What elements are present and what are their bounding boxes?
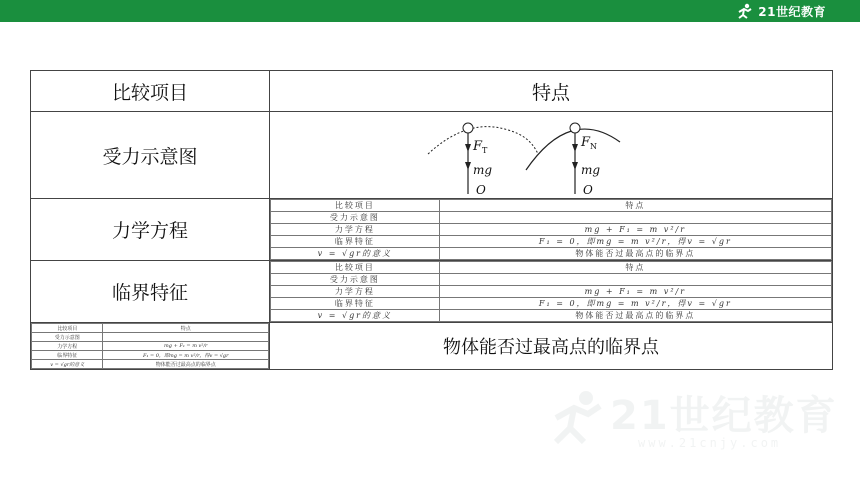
mini-cell: 力学方程 xyxy=(271,224,440,236)
normal-arrow-icon xyxy=(572,144,578,152)
mini-cell: 比较项目 xyxy=(32,324,103,333)
mini-cell: 物体能否过最高点的临界点 xyxy=(439,310,831,322)
mini-cell: 力学方程 xyxy=(271,286,440,298)
table-row xyxy=(31,323,833,370)
table-header-row xyxy=(31,71,833,112)
mini-cell: 受力示意图 xyxy=(271,212,440,224)
mini-cell: mg + F₁ = m v²/r xyxy=(439,224,831,236)
weight-label-right: mg xyxy=(581,163,601,177)
watermark xyxy=(548,384,848,454)
top-bar xyxy=(0,0,860,22)
table-row xyxy=(31,112,833,199)
mini-cell xyxy=(439,212,831,224)
mini-cell: mg + F₁ = m v²/r xyxy=(439,286,831,298)
mini-cell: v = √gr的意义 xyxy=(271,248,440,260)
mini-cell: v = √gr的意义 xyxy=(32,360,103,369)
gravity-arrow-right-icon xyxy=(572,162,578,170)
tension-label: $F_T$ xyxy=(473,139,488,155)
row-label-equation: 力学方程 xyxy=(31,199,270,261)
mini-cell: 物体能否过最高点的临界点 xyxy=(103,360,269,369)
weight-label-left: mg xyxy=(473,163,493,177)
mini-cell: 特点 xyxy=(439,262,831,274)
mini-table-critical xyxy=(270,261,832,322)
equation-cell xyxy=(270,199,833,261)
row-label-critical: 临界特征 xyxy=(31,261,270,323)
watermark-text: 21世纪教育 xyxy=(610,393,838,439)
brand-logo-text: 21世纪教育 xyxy=(758,4,826,19)
header-item: 比较项目 xyxy=(31,71,270,112)
row-label-force-diagram: 受力示意图 xyxy=(31,112,270,199)
ball-left xyxy=(463,123,473,133)
critical-cell xyxy=(270,261,833,323)
mini-cell: F₁ = 0，即mg = m v²/r，得v = √gr xyxy=(103,351,269,360)
top-accent-line xyxy=(0,22,860,26)
watermark-runner-icon xyxy=(548,388,608,448)
tension-arrow-icon xyxy=(465,144,471,152)
mini-cell: mg + F₁ = m v²/r xyxy=(103,342,269,351)
mini-cell: F₁ = 0，即mg = m v²/r，得v = √gr xyxy=(439,236,831,248)
mini-cell xyxy=(439,274,831,286)
watermark-url: www.21cnjy.com xyxy=(638,436,782,450)
table-row xyxy=(31,261,833,323)
mini-cell: 受力示意图 xyxy=(271,274,440,286)
brand-logo xyxy=(736,2,826,20)
mini-cell: 特点 xyxy=(103,324,269,333)
mini-cell: 临界特征 xyxy=(271,236,440,248)
mini-cell: 临界特征 xyxy=(271,298,440,310)
comparison-table xyxy=(30,70,833,370)
mini-cell: 力学方程 xyxy=(32,342,103,351)
mini-cell: 特点 xyxy=(439,200,831,212)
ball-right xyxy=(570,123,580,133)
gravity-arrow-left-icon xyxy=(465,162,471,170)
table-row xyxy=(31,199,833,261)
mini-table-meaning xyxy=(31,323,269,369)
mini-cell: 比较项目 xyxy=(271,262,440,274)
mini-table-equation xyxy=(270,199,832,260)
center-label-left: O xyxy=(476,183,486,194)
center-label-right: O xyxy=(583,183,593,194)
mini-cell: F₁ = 0，即mg = m v²/r，得v = √gr xyxy=(439,298,831,310)
runner-icon xyxy=(736,3,754,19)
mini-cell: 比较项目 xyxy=(271,200,440,212)
normal-force-label: $F_N$ xyxy=(581,135,598,151)
force-diagram xyxy=(270,112,832,194)
mini-cell: 临界特征 xyxy=(32,351,103,360)
mini-cell xyxy=(103,333,269,342)
header-feature: 特点 xyxy=(270,71,833,112)
force-diagram-cell xyxy=(270,112,833,199)
mini-cell: v = √gr的意义 xyxy=(271,310,440,322)
mini-cell: 物体能否过最高点的临界点 xyxy=(439,248,831,260)
mini-cell: 受力示意图 xyxy=(32,333,103,342)
meaning-label-cell xyxy=(31,323,270,370)
meaning-answer: 物体能否过最高点的临界点 xyxy=(270,323,833,370)
